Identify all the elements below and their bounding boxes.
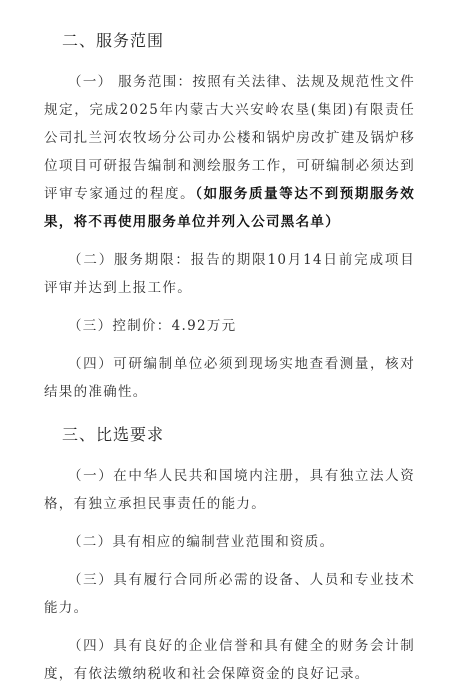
paragraph-requirement-qualification: （二）具有相应的编制营业范围和资质。 (68, 534, 335, 550)
service-scope-bold-note: （如服务质量等达不到预期服务效果，将不再使用服务单位并列入公司黑名单） (44, 186, 416, 230)
section-heading-selection-requirements: 三、比选要求 (62, 425, 165, 444)
paragraph-site-survey: （四）可研编制单位必须到现场实地查看测量，核对结果的准确性。 (44, 356, 415, 400)
paragraph-service-scope (44, 68, 415, 236)
paragraph-requirement-registration: （一）在中华人民共和国境内注册，具有独立法人资格，有独立承担民事责任的能力。 (44, 468, 415, 512)
paragraph-control-price: （三）控制价：4.92万元 (68, 318, 237, 334)
service-scope-text: （一） 服务范围：按照有关法律、法规及规范性文件规定，完成2025年内蒙古大兴安岭农垦(集团)有限责任公司扎兰河农牧场分公司办公楼和锅炉房改扩建及锅炉移位项目可研报告编制和测绘服务工作，可研编制必须达到评审专家通过的程度。 (44, 74, 415, 202)
paragraph-service-period: （二）服务期限：报告的期限10月14日前完成项目评审并达到上报工作。 (44, 252, 415, 296)
paragraph-requirement-capability: （三）具有履行合同所必需的设备、人员和专业技术能力。 (44, 572, 415, 616)
paragraph-requirement-reputation: （四）具有良好的企业信誉和具有健全的财务会计制度，有依法缴纳税收和社会保障资金的良好记录。 (44, 638, 415, 682)
section-heading-service-scope: 二、服务范围 (62, 31, 165, 50)
